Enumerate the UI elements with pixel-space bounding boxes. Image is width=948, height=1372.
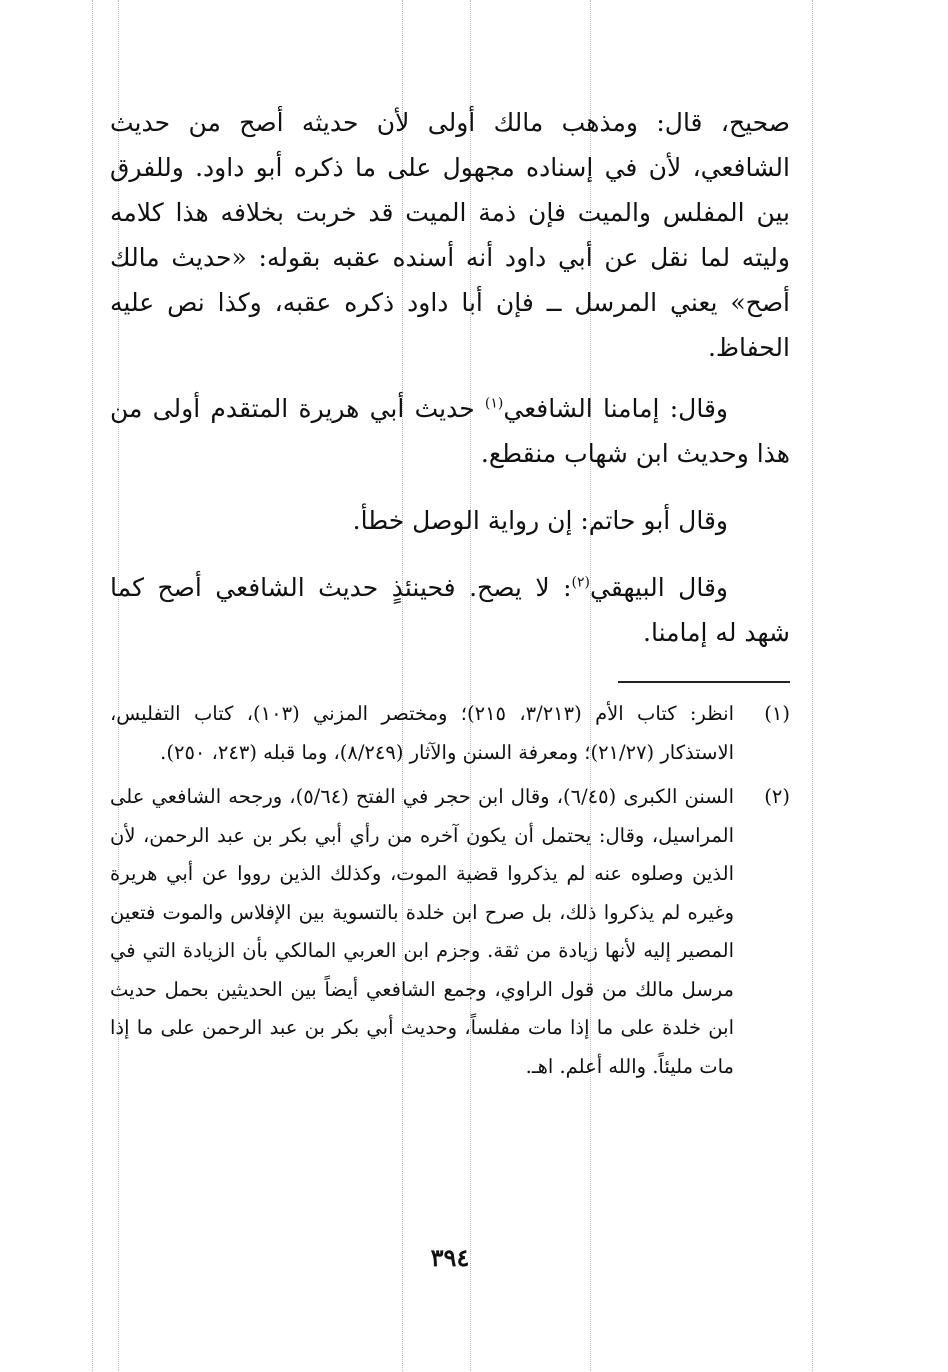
body-paragraph-1: صحيح، قال: ومذهب مالك أولى لأن حديثه أصح من حديث الشافعي، لأن في إسناده مجهول على ما ذكره أبو داود. وللفرق بين المفلس والميت فإن ذمة الميت قد خربت بخلافه هذا كلامه وليته لما نقل عن أبي داود أنه أسنده عقبه بقوله: «حديث مالك أصح» يعني المرسل ــ فإن أبا داود ذكره عقبه، وكذا نص عليه الحفاظ. — [110, 108, 790, 362]
footnote-reference-2[interactable]: (٢) — [571, 574, 591, 591]
scan-line — [812, 0, 813, 1372]
footnote-reference-1[interactable]: (١) — [484, 395, 504, 412]
footnote-2 — [110, 778, 790, 1086]
book-page — [110, 100, 790, 1086]
footnote-number: (٢) — [764, 785, 790, 808]
footnote-separator — [618, 681, 790, 683]
body-paragraph-3: وقال أبو حاتم: إن رواية الوصل خطأ. — [352, 506, 728, 535]
paragraph-text-before-ref: وقال البيهقي — [590, 573, 728, 602]
body-paragraph-4 — [110, 565, 790, 655]
paragraph-text-before-ref: وقال: إمامنا الشافعي — [503, 394, 728, 423]
scan-line — [92, 0, 93, 1372]
paragraph-text-after-ref: حديث أبي هريرة المتقدم أولى من هذا وحديث ابن شهاب منقطع. — [110, 394, 790, 468]
footnote-number: (١) — [764, 702, 790, 725]
page-number: ٣٩٤ — [430, 1243, 470, 1272]
footnote-text: انظر: كتاب الأم (٣/٢١٣، ٢١٥)؛ ومختصر المزني (١٠٣)، كتاب التفليس، الاستذكار (٢١/٢٧)؛ ومعرفة السنن والآثار (٨/٢٤٩)، وما قبله (٢٤٣، ٢٥٠). — [110, 702, 734, 764]
footnote-text: السنن الكبرى (٦/٤٥)، وقال ابن حجر في الفتح (٥/٦٤)، ورجحه الشافعي على المراسيل، وقال: يحتمل أن يكون آخره من رأي أبي بكر بن عبد الرحمن، لأن الذين وصلوه عنه لم يذكروا قضية الموت، وكذلك الذين رووا عن أبي هريرة وغيره لم يذكروا ذلك، بل صرح ابن خلدة بالتسوية بين الإفلاس والموت فتعين المصير إليه لأنها زيادة من ثقة. وجزم ابن العربي المالكي بأن الزيادة التي في مرسل مالك من قول الراوي، وجمع الشافعي أيضاً بين الحديثين بحمل حديث ابن خلدة على ما إذا مات مفلساً، وحديث أبي بكر بن عبد الرحمن على ما إذا مات مليئاً. والله أعلم. اهـ. — [110, 785, 734, 1078]
body-paragraph-2 — [110, 386, 790, 476]
footnote-1 — [110, 695, 790, 772]
paragraph-text-after-ref: : لا يصح. فحينئذٍ حديث الشافعي أصح كما شهد له إمامنا. — [110, 573, 790, 647]
